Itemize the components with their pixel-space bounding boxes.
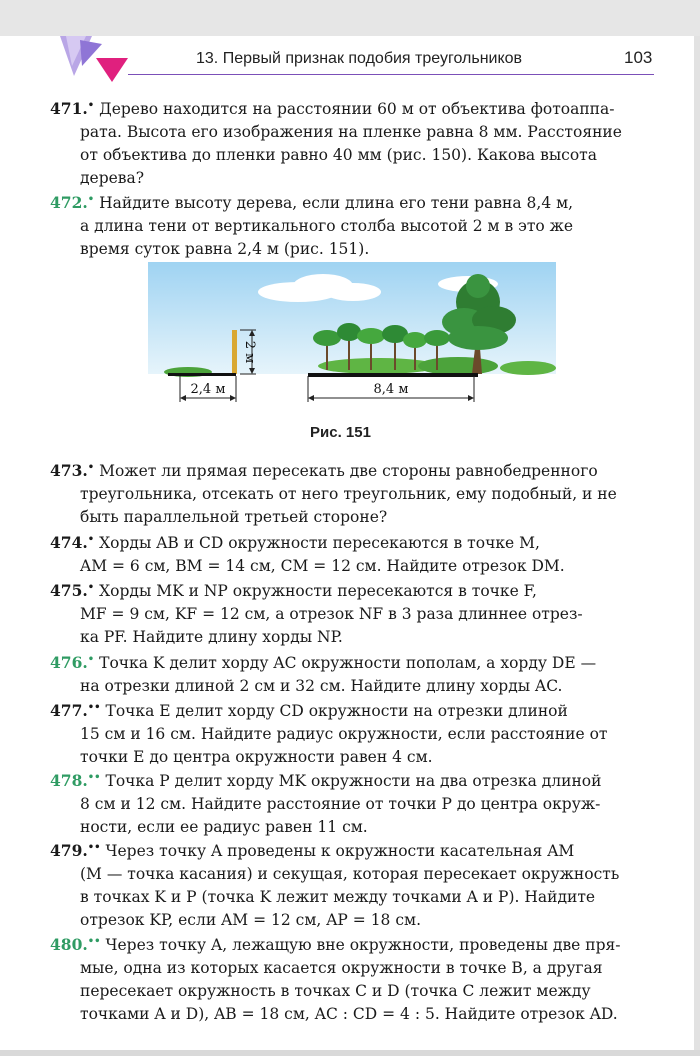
problem-475: 475.• Хорды MK и NP окружности пересекаются в точке F, MF = 9 см, KF = 12 см, а отрезок NF в 3 раза длиннее отрез- ка PF. Найдите длину хорды NP.	[50, 581, 583, 647]
page-number: 103	[624, 48, 653, 67]
page-edge	[694, 36, 700, 1050]
problem-472: 472.• Найдите высоту дерева, если длина его тени равна 8,4 м, а длина тени от вертикального столба высотой 2 м в это же время суток равна 2,4 м (рис. 151).	[50, 193, 574, 259]
problem-number: 478.••	[50, 771, 101, 791]
vertical-pole	[232, 330, 237, 374]
problem-480: 480.•• Через точку A, лежащую вне окружности, проведены две пря- мые, одна из которых касается окружности в точке B, а другая пересекает окружность в точках C и D (точка C лежит между точками A и D), AB = 18 см, AC : CD = 4 : 5. Найдите отрезок AD.	[50, 935, 621, 1024]
problem-number: 473.•	[50, 461, 95, 481]
problem-477: 477.•• Точка E делит хорду CD окружности на отрезки длиной 15 см и 16 см. Найдите радиус окружности, если расстояние от точки E до центра окружности равен 4 см.	[50, 701, 608, 767]
problem-473: 473.• Может ли прямая пересекать две стороны равнобедренного треугольника, отсекать от него треугольник, ему подобный, и не быть параллельной третьей стороне?	[50, 461, 617, 527]
problem-478: 478.•• Точка P делит хорду MK окружности на два отрезка длиной 8 см и 12 см. Найдите расстояние от точки P до центра окруж- ности, если ее радиус равен 11 см.	[50, 771, 602, 837]
chapter-logo-icon	[52, 36, 132, 84]
viewer-bottom-bar	[0, 1050, 700, 1056]
pole-shadow-label: 2,4 м	[190, 382, 226, 397]
problem-number: 471.•	[50, 99, 95, 119]
page-header-title: 13. Первый признак подобия треугольников	[196, 50, 523, 67]
viewer-top-bar	[0, 0, 700, 36]
problem-number: 480.••	[50, 935, 101, 955]
problem-number: 474.•	[50, 533, 95, 553]
header-divider	[128, 74, 654, 75]
problem-476: 476.• Точка K делит хорду AC окружности пополам, а хорду DE — на отрезки длиной 2 см и 32 см. Найдите длину хорды AC.	[50, 653, 597, 696]
figure-caption: Рис. 151	[310, 424, 371, 441]
problem-number: 477.••	[50, 701, 101, 721]
problem-471: 471.• Дерево находится на расстоянии 60 м от объектива фотоаппа- рата. Высота его изображения на пленке равна 8 мм. Расстояние от объектива до пленки равно 40 мм (рис. 150). Какова высота дерева?	[50, 99, 622, 188]
figure-151-illustration	[148, 262, 556, 412]
problem-number: 479.••	[50, 841, 101, 861]
tree-shadow-label: 8,4 м	[373, 382, 409, 397]
problem-number: 475.•	[50, 581, 95, 601]
problem-479: 479.•• Через точку A проведены к окружности касательная AM (M — точка касания) и секущая, которая пересекает окружность в точках K и P (точка K лежит между точками A и P). Найдите отрезок KP, если AM = 12 см, AP = 18 см.	[50, 841, 620, 930]
problem-number: 472.•	[50, 193, 95, 213]
problem-474: 474.• Хорды AB и CD окружности пересекаются в точке M, AM = 6 см, BM = 14 см, CM = 12 см. Найдите отрезок DM.	[50, 533, 565, 576]
problem-number: 476.•	[50, 653, 95, 673]
pole-height-label: 2 м	[242, 340, 257, 364]
